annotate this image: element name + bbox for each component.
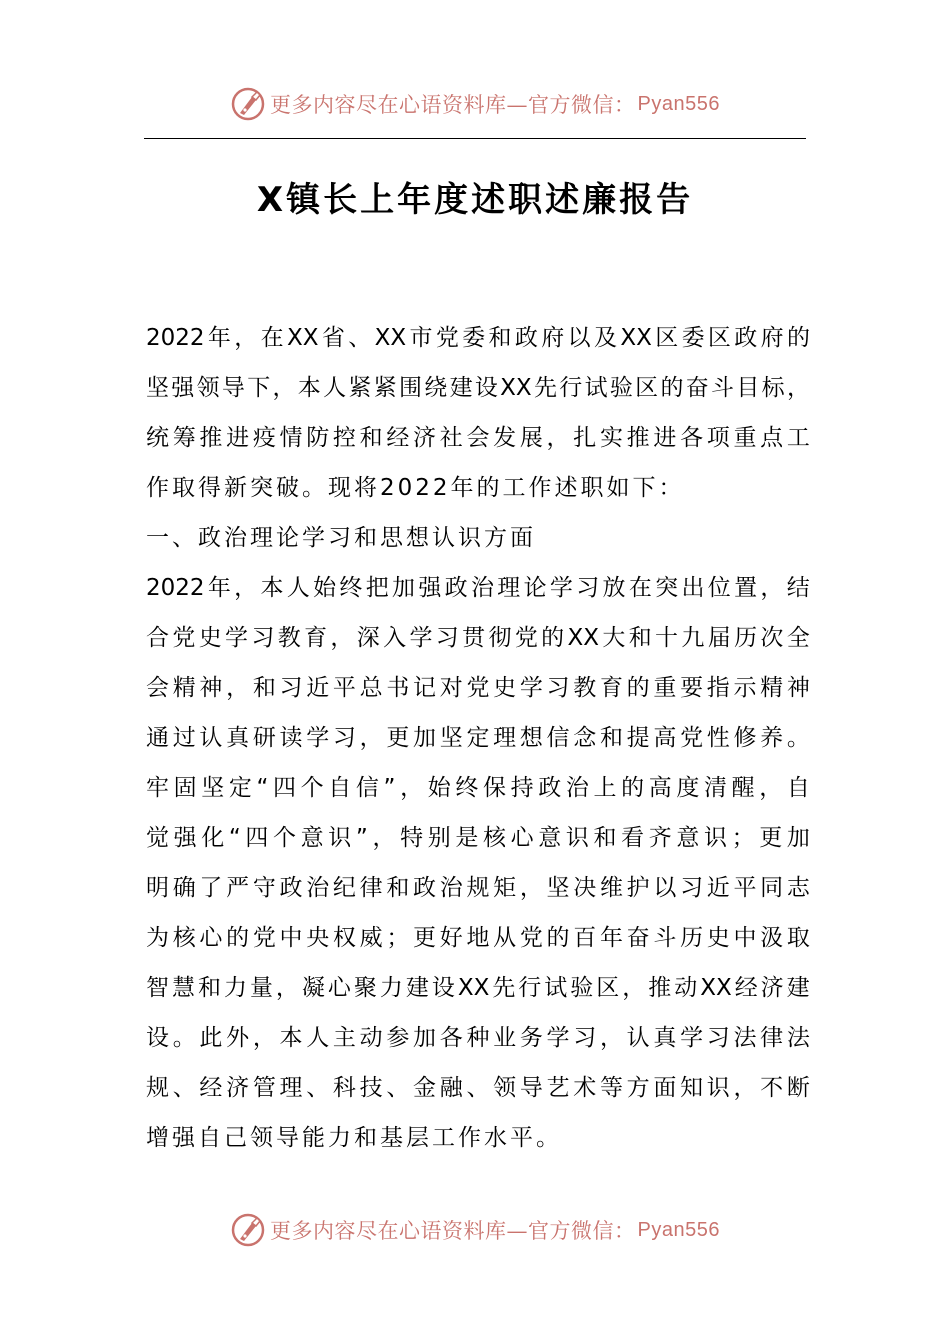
text-line: 通 过 认 真 研 读 学 习 ， 更 加 坚 定 理 想 信 念 和 提 高 党 性 修 养 。	[146, 725, 810, 751]
text-line: 2022 年 ， 本 人 始 终 把 加 强 政 治 理 论 学 习 放 在 突 出 位 置 ， 结	[146, 575, 810, 601]
pen-nib-logo-icon	[230, 86, 266, 122]
footer-banner	[0, 1210, 950, 1250]
text-line: 为 核 心 的 党 中 央 权 威 ； 更 好 地 从 党 的 百 年 奋 斗 历 史 中 汲 取	[146, 925, 810, 951]
text-line: 规 、 经 济 管 理 、 科 技 、 金 融 、 领 导 艺 术 等 方 面 知 识 ， 不 断	[146, 1075, 810, 1101]
text-line: 作取得新突破。现将2022年的工作述职如下：	[146, 475, 685, 501]
text-line: 合 党 史 学 习 教 育 ， 深 入 学 习 贯 彻 党 的 XX 大 和 十 九 届 历 次 全	[146, 625, 810, 651]
header-divider	[144, 138, 806, 139]
section-heading-text: 一、政治理论学习和思想认识方面	[146, 525, 536, 551]
banner-text: 更多内容尽在心语资料库—官方微信：	[270, 93, 636, 117]
text-line: 明 确 了 严 守 政 治 纪 律 和 政 治 规 矩 ， 坚 决 维 护 以 习 近 平 同 志	[146, 875, 810, 901]
text-line: 设 。 此 外 ， 本 人 主 动 参 加 各 种 业 务 学 习 ， 认 真 学 习 法 律 法	[146, 1025, 810, 1051]
header-banner	[0, 84, 950, 124]
paragraph-political-study	[146, 563, 810, 1163]
banner-wechat-handle: Pyan556	[637, 92, 720, 115]
text-line: 觉 强 化 “ 四 个 意 识 ” ， 特 别 是 核 心 意 识 和 看 齐 意 识 ； 更 加	[146, 825, 810, 851]
text-line: 2022 年 ， 在 XX 省 、 XX 市 党 委 和 政 府 以 及 XX 区 委 区 政 府 的	[146, 325, 810, 351]
section-heading	[146, 513, 810, 563]
banner-text: 更多内容尽在心语资料库—官方微信：	[270, 1219, 636, 1243]
banner-wechat-handle: Pyan556	[637, 1218, 720, 1241]
paragraph-intro	[146, 313, 810, 513]
text-line: 牢 固 坚 定 “ 四 个 自 信 ” ， 始 终 保 持 政 治 上 的 高 度 清 醒 ， 自	[146, 775, 810, 801]
text-line: 智 慧 和 力 量 ， 凝 心 聚 力 建 设 XX 先 行 试 验 区 ， 推 动 XX 经 济 建	[146, 975, 810, 1001]
text-line: 统 筹 推 进 疫 情 防 控 和 经 济 社 会 发 展 ， 扎 实 推 进 各 项 重 点 工	[146, 425, 810, 451]
document-title: X镇长上年度述职述廉报告	[256, 180, 694, 220]
text-line: 坚 强 领 导 下 ， 本 人 紧 紧 围 绕 建 设 XX 先 行 试 验 区 的 奋 斗 目 标 ，	[146, 375, 810, 401]
text-line: 增强自己领导能力和基层工作水平。	[146, 1125, 562, 1151]
pen-nib-logo-icon	[230, 1212, 266, 1248]
text-line: 会 精 神 ， 和 习 近 平 总 书 记 对 党 史 学 习 教 育 的 重 要 指 示 精 神	[146, 675, 810, 701]
document-body	[146, 313, 810, 1163]
